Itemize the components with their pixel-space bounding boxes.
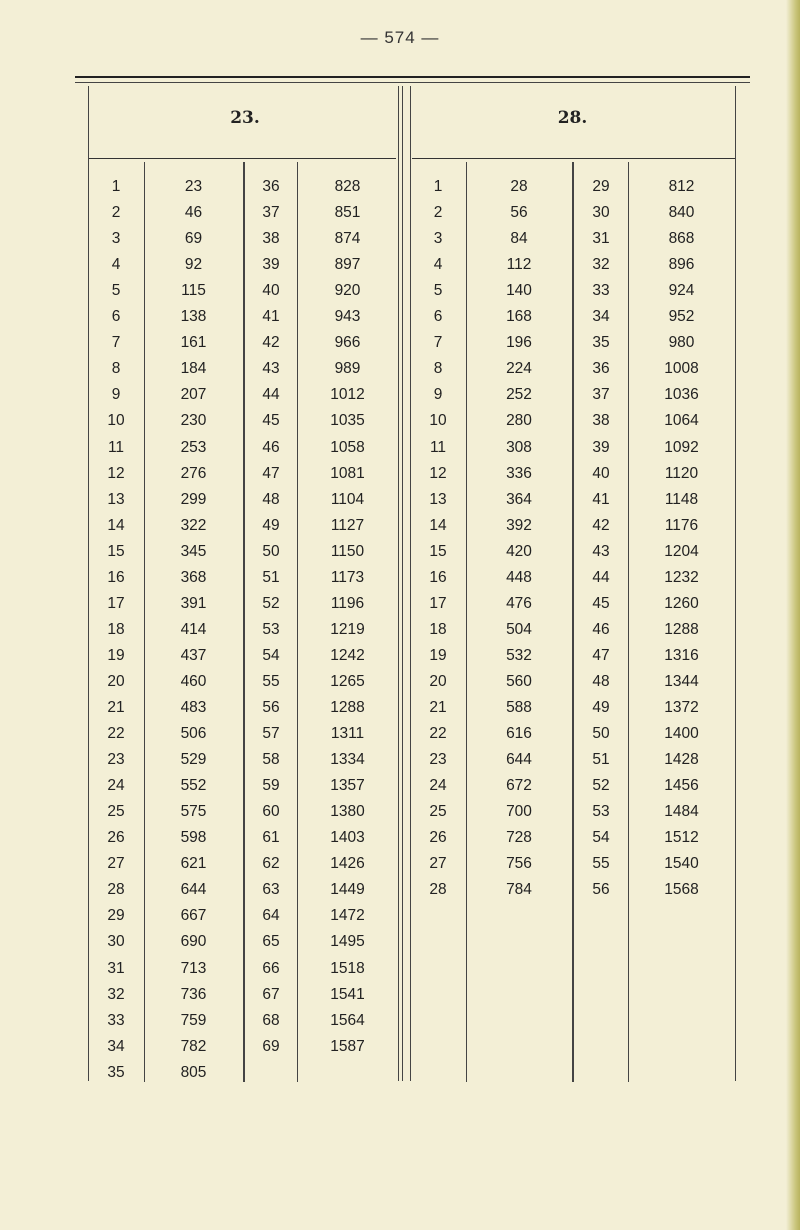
cell-multiple: 392: [506, 516, 532, 534]
cell-product: 920: [334, 282, 361, 300]
top-rule-thin: [75, 82, 750, 83]
cell-n: 8: [433, 360, 443, 378]
cell-multiple: 782: [180, 1037, 207, 1055]
cell-n-plus: 31: [592, 230, 610, 248]
cell-product: 1512: [664, 829, 699, 847]
table-row: [0, 308, 800, 334]
table-row: [0, 673, 800, 699]
table-row: [0, 881, 800, 907]
cell-product: 1564: [330, 1011, 365, 1029]
cell-multiple: 23: [184, 178, 203, 195]
cell-multiple: 252: [506, 386, 532, 404]
cell-multiple: 448: [506, 568, 532, 586]
cell-product: 1357: [330, 777, 365, 795]
cell-product: 1219: [330, 620, 365, 638]
cell-n: 21: [107, 699, 125, 716]
cell-n: 30: [107, 933, 125, 951]
cell-product: 1204: [664, 542, 699, 560]
cell-n-plus: 57: [262, 725, 280, 743]
cell-product: 924: [668, 282, 695, 300]
cell-product: 1541: [330, 985, 365, 1003]
cell-n-plus: 62: [262, 855, 280, 873]
table-row: [0, 491, 800, 517]
cell-product: 1104: [330, 490, 365, 508]
table-row: [0, 1038, 800, 1064]
cell-multiple: 364: [506, 490, 532, 508]
table-row: [0, 907, 800, 933]
cell-n-plus: 69: [262, 1037, 280, 1055]
cell-product: 851: [334, 204, 361, 222]
cell-n-plus: 58: [262, 751, 280, 769]
cell-n: 5: [111, 282, 121, 300]
table-row: [0, 647, 800, 673]
cell-n: 32: [107, 985, 125, 1003]
cell-n-plus: 48: [592, 672, 610, 690]
cell-multiple: 308: [506, 438, 532, 456]
cell-n-plus: 39: [262, 256, 280, 274]
cell-n-plus: 54: [592, 829, 610, 847]
cell-product: 1064: [664, 412, 699, 430]
cell-product: 1403: [330, 829, 365, 847]
cell-n-plus: 60: [262, 803, 280, 821]
cell-n: 9: [111, 386, 121, 404]
cell-multiple: 713: [180, 959, 207, 977]
cell-product: 868: [668, 230, 695, 248]
table-row: [0, 1064, 800, 1090]
cell-n: 4: [433, 256, 443, 274]
cell-multiple: 414: [180, 620, 207, 638]
cell-product: 1428: [664, 751, 699, 769]
cell-product: 828: [334, 178, 361, 195]
cell-n: 21: [429, 699, 447, 716]
cell-multiple: 529: [180, 751, 207, 769]
cell-n-plus: 40: [262, 282, 280, 300]
cell-n: 18: [429, 620, 447, 638]
cell-n-plus: 45: [592, 594, 610, 612]
cell-n: 10: [429, 412, 447, 430]
cell-multiple: 756: [506, 855, 532, 873]
cell-product: 1148: [664, 490, 699, 508]
cell-n-plus: 51: [592, 751, 610, 769]
cell-multiple: 420: [506, 542, 532, 560]
table-row: [0, 517, 800, 543]
cell-multiple: 224: [506, 360, 532, 378]
cell-n-plus: 35: [592, 334, 610, 352]
cell-n: 14: [107, 516, 125, 534]
cell-multiple: 667: [180, 907, 207, 925]
cell-product: 1196: [330, 594, 365, 612]
cell-product: 1008: [664, 360, 699, 378]
cell-product: 1092: [664, 438, 699, 456]
cell-n: 29: [107, 907, 125, 925]
cell-n-plus: 52: [592, 777, 610, 795]
cell-n: 6: [433, 308, 443, 326]
cell-product: 1518: [330, 959, 365, 977]
cell-n-plus: 42: [262, 334, 280, 352]
cell-product: 1058: [330, 438, 365, 456]
cell-multiple: 805: [180, 1063, 207, 1081]
cell-n: 28: [429, 881, 447, 899]
cell-multiple: 56: [510, 204, 528, 222]
cell-n-plus: 48: [262, 490, 280, 508]
table-row: [0, 543, 800, 569]
cell-n: 8: [111, 360, 121, 378]
header-underline-left: [88, 158, 396, 159]
table-row: [0, 829, 800, 855]
cell-n: 24: [429, 777, 447, 795]
table-row: [0, 360, 800, 386]
cell-n-plus: 68: [262, 1011, 280, 1029]
table-row: [0, 803, 800, 829]
cell-n-plus: 40: [592, 464, 610, 482]
cell-multiple: 184: [180, 360, 207, 378]
cell-n: 2: [111, 204, 121, 222]
cell-n-plus: 29: [592, 178, 610, 195]
cell-n-plus: 45: [262, 412, 280, 430]
cell-product: 1587: [330, 1037, 365, 1055]
cell-n-plus: 49: [262, 516, 280, 534]
cell-product: 1173: [330, 568, 365, 586]
cell-multiple: 506: [180, 725, 207, 743]
cell-multiple: 437: [180, 646, 207, 664]
cell-n: 1: [433, 178, 443, 195]
cell-n: 22: [429, 725, 447, 743]
cell-multiple: 736: [180, 985, 207, 1003]
cell-multiple: 644: [506, 751, 532, 769]
cell-n-plus: 55: [592, 855, 610, 873]
cell-n: 12: [429, 464, 447, 482]
table-row: [0, 178, 800, 204]
cell-n: 15: [107, 542, 125, 560]
table-row: [0, 412, 800, 438]
cell-product: 1380: [330, 803, 365, 821]
cell-product: 980: [668, 334, 695, 352]
cell-n-plus: 37: [592, 386, 610, 404]
cell-n: 25: [107, 803, 125, 821]
cell-n-plus: 49: [592, 699, 610, 716]
cell-n: 17: [429, 594, 447, 612]
cell-n: 7: [111, 334, 121, 352]
cell-product: 1311: [330, 725, 365, 743]
cell-multiple: 700: [506, 803, 532, 821]
cell-n-plus: 53: [592, 803, 610, 821]
cell-multiple: 280: [506, 412, 532, 430]
cell-product: 1012: [330, 386, 365, 404]
cell-n: 19: [429, 646, 447, 664]
cell-product: 1568: [664, 881, 699, 899]
cell-n-plus: 36: [592, 360, 610, 378]
cell-n: 1: [111, 178, 121, 195]
header-underline-right: [412, 158, 735, 159]
cell-multiple: 728: [506, 829, 532, 847]
cell-multiple: 168: [506, 308, 532, 326]
cell-multiple: 784: [506, 881, 532, 899]
cell-n-plus: 61: [262, 829, 280, 847]
cell-n: 23: [107, 751, 125, 769]
cell-n: 35: [107, 1063, 125, 1081]
table-row: [0, 386, 800, 412]
cell-n-plus: 51: [262, 568, 280, 586]
cell-multiple: 672: [506, 777, 532, 795]
cell-n: 27: [107, 855, 125, 873]
cell-product: 840: [668, 204, 695, 222]
cell-n-plus: 53: [262, 620, 280, 638]
cell-multiple: 483: [180, 699, 207, 716]
cell-n-plus: 37: [262, 204, 280, 222]
cell-multiple: 336: [506, 464, 532, 482]
table-row: [0, 1012, 800, 1038]
table-row: [0, 230, 800, 256]
cell-n: 11: [429, 438, 447, 456]
cell-multiple: 230: [180, 412, 207, 430]
cell-n-plus: 67: [262, 985, 280, 1003]
cell-multiple: 84: [510, 230, 528, 248]
cell-product: 1495: [330, 933, 365, 951]
cell-n: 20: [429, 672, 447, 690]
cell-multiple: 575: [180, 803, 207, 821]
table-row: [0, 699, 800, 725]
cell-multiple: 69: [184, 230, 203, 248]
table-row: [0, 751, 800, 777]
cell-multiple: 759: [180, 1011, 207, 1029]
cell-product: 1456: [664, 777, 699, 795]
cell-n-plus: 42: [592, 516, 610, 534]
cell-n-plus: 43: [262, 360, 280, 378]
cell-n-plus: 36: [262, 178, 280, 195]
cell-multiple: 299: [180, 490, 207, 508]
cell-multiple: 345: [180, 542, 207, 560]
cell-n: 31: [107, 959, 125, 977]
cell-product: 952: [668, 308, 695, 326]
table-row: [0, 334, 800, 360]
cell-n: 20: [107, 672, 125, 690]
table-row: [0, 569, 800, 595]
cell-n-plus: 41: [592, 490, 610, 508]
cell-multiple: 690: [180, 933, 207, 951]
cell-n-plus: 54: [262, 646, 280, 664]
cell-n-plus: 47: [262, 464, 280, 482]
cell-n: 2: [433, 204, 443, 222]
cell-multiple: 552: [180, 777, 207, 795]
cell-product: 1260: [664, 594, 699, 612]
table-row: [0, 256, 800, 282]
table-row: [0, 960, 800, 986]
cell-multiple: 207: [180, 386, 207, 404]
table-row: [0, 725, 800, 751]
cell-n: 16: [107, 568, 125, 586]
cell-product: 812: [668, 178, 695, 195]
cell-multiple: 598: [180, 829, 207, 847]
cell-n-plus: 46: [592, 620, 610, 638]
cell-n-plus: 64: [262, 907, 280, 925]
cell-product: 1127: [330, 516, 365, 534]
table-title-28: 28.: [557, 108, 588, 128]
cell-product: 1242: [330, 646, 365, 664]
table-row: [0, 621, 800, 647]
table-row: [0, 777, 800, 803]
cell-n: 14: [429, 516, 447, 534]
cell-n-plus: 55: [262, 672, 280, 690]
cell-multiple: 616: [506, 725, 532, 743]
cell-n: 22: [107, 725, 125, 743]
cell-n: 7: [433, 334, 443, 352]
cell-product: 1472: [330, 907, 365, 925]
cell-n-plus: 32: [592, 256, 610, 274]
page-number: — 574 —: [360, 28, 440, 47]
cell-n-plus: 56: [592, 881, 610, 899]
cell-n-plus: 33: [592, 282, 610, 300]
cell-n: 10: [107, 412, 125, 430]
cell-n: 9: [433, 386, 443, 404]
cell-multiple: 253: [180, 438, 207, 456]
cell-product: 1449: [330, 881, 365, 899]
cell-n-plus: 43: [592, 542, 610, 560]
cell-product: 1400: [664, 725, 699, 743]
cell-product: 1288: [330, 699, 365, 716]
cell-n-plus: 47: [592, 646, 610, 664]
cell-multiple: 138: [180, 308, 207, 326]
cell-product: 896: [668, 256, 695, 274]
cell-multiple: 560: [506, 672, 532, 690]
cell-n-plus: 44: [592, 568, 610, 586]
cell-multiple: 391: [180, 594, 207, 612]
cell-n-plus: 56: [262, 699, 280, 716]
cell-multiple: 322: [180, 516, 207, 534]
cell-n: 12: [107, 464, 125, 482]
cell-n: 3: [111, 230, 121, 248]
cell-multiple: 504: [506, 620, 532, 638]
table-row: [0, 439, 800, 465]
cell-multiple: 196: [506, 334, 532, 352]
cell-product: 1484: [664, 803, 699, 821]
cell-n: 13: [429, 490, 447, 508]
cell-n: 26: [107, 829, 125, 847]
cell-multiple: 115: [181, 282, 206, 300]
cell-multiple: 161: [180, 334, 207, 352]
cell-n-plus: 30: [592, 204, 610, 222]
cell-n: 19: [107, 646, 125, 664]
cell-n: 18: [107, 620, 125, 638]
cell-multiple: 92: [184, 256, 203, 274]
cell-multiple: 476: [506, 594, 532, 612]
table-row: [0, 933, 800, 959]
cell-multiple: 368: [180, 568, 207, 586]
cell-n-plus: 50: [592, 725, 610, 743]
cell-product: 1176: [664, 516, 699, 534]
cell-multiple: 140: [506, 282, 532, 300]
cell-multiple: 46: [184, 204, 203, 222]
cell-n: 4: [111, 256, 121, 274]
table-row: [0, 855, 800, 881]
cell-n-plus: 44: [262, 386, 280, 404]
cell-product: 1035: [330, 412, 365, 430]
cell-product: 1334: [330, 751, 365, 769]
cell-multiple: 588: [506, 699, 532, 716]
cell-product: 1265: [330, 672, 365, 690]
table-title-23: 23.: [230, 108, 260, 128]
cell-product: 966: [334, 334, 361, 352]
cell-n-plus: 39: [592, 438, 610, 456]
cell-n-plus: 59: [262, 777, 280, 795]
table-row: [0, 986, 800, 1012]
cell-n: 17: [107, 594, 125, 612]
cell-n: 24: [107, 777, 125, 795]
cell-n: 3: [433, 230, 443, 248]
cell-n-plus: 66: [262, 959, 280, 977]
cell-multiple: 621: [180, 855, 207, 873]
cell-product: 1120: [664, 464, 699, 482]
cell-multiple: 532: [506, 646, 532, 664]
cell-n: 34: [107, 1037, 125, 1055]
cell-product: 1150: [330, 542, 365, 560]
cell-n: 27: [429, 855, 447, 873]
cell-n-plus: 46: [262, 438, 280, 456]
cell-n: 28: [107, 881, 125, 899]
cell-product: 1081: [330, 464, 365, 482]
cell-product: 1426: [330, 855, 365, 873]
cell-n: 25: [429, 803, 447, 821]
cell-n: 16: [429, 568, 447, 586]
table-row: [0, 282, 800, 308]
cell-n: 11: [107, 438, 125, 456]
cell-n-plus: 41: [262, 308, 280, 326]
cell-n-plus: 63: [262, 881, 280, 899]
cell-n: 15: [429, 542, 447, 560]
cell-multiple: 276: [180, 464, 207, 482]
cell-n: 13: [107, 490, 125, 508]
top-rule: [75, 76, 750, 78]
cell-n: 5: [433, 282, 443, 300]
cell-n-plus: 38: [262, 230, 280, 248]
cell-product: 1372: [664, 699, 699, 716]
cell-product: 1288: [664, 620, 699, 638]
cell-n-plus: 38: [592, 412, 610, 430]
cell-product: 1232: [664, 568, 699, 586]
cell-n: 23: [429, 751, 447, 769]
table-row: [0, 465, 800, 491]
cell-product: 1540: [664, 855, 699, 873]
cell-n: 26: [429, 829, 447, 847]
cell-multiple: 644: [180, 881, 207, 899]
table-row: [0, 204, 800, 230]
cell-product: 1316: [664, 646, 699, 664]
cell-product: 989: [334, 360, 361, 378]
cell-product: 943: [334, 308, 361, 326]
cell-product: 897: [334, 256, 361, 274]
cell-product: 874: [334, 230, 361, 248]
cell-n-plus: 52: [262, 594, 280, 612]
cell-n-plus: 34: [592, 308, 610, 326]
cell-product: 1036: [664, 386, 699, 404]
table-row: [0, 595, 800, 621]
cell-multiple: 112: [506, 256, 532, 274]
cell-product: 1344: [664, 672, 699, 690]
cell-multiple: 28: [510, 178, 528, 195]
cell-n-plus: 50: [262, 542, 280, 560]
cell-n: 6: [111, 308, 121, 326]
cell-n: 33: [107, 1011, 125, 1029]
cell-multiple: 460: [180, 672, 207, 690]
cell-n-plus: 65: [262, 933, 280, 951]
